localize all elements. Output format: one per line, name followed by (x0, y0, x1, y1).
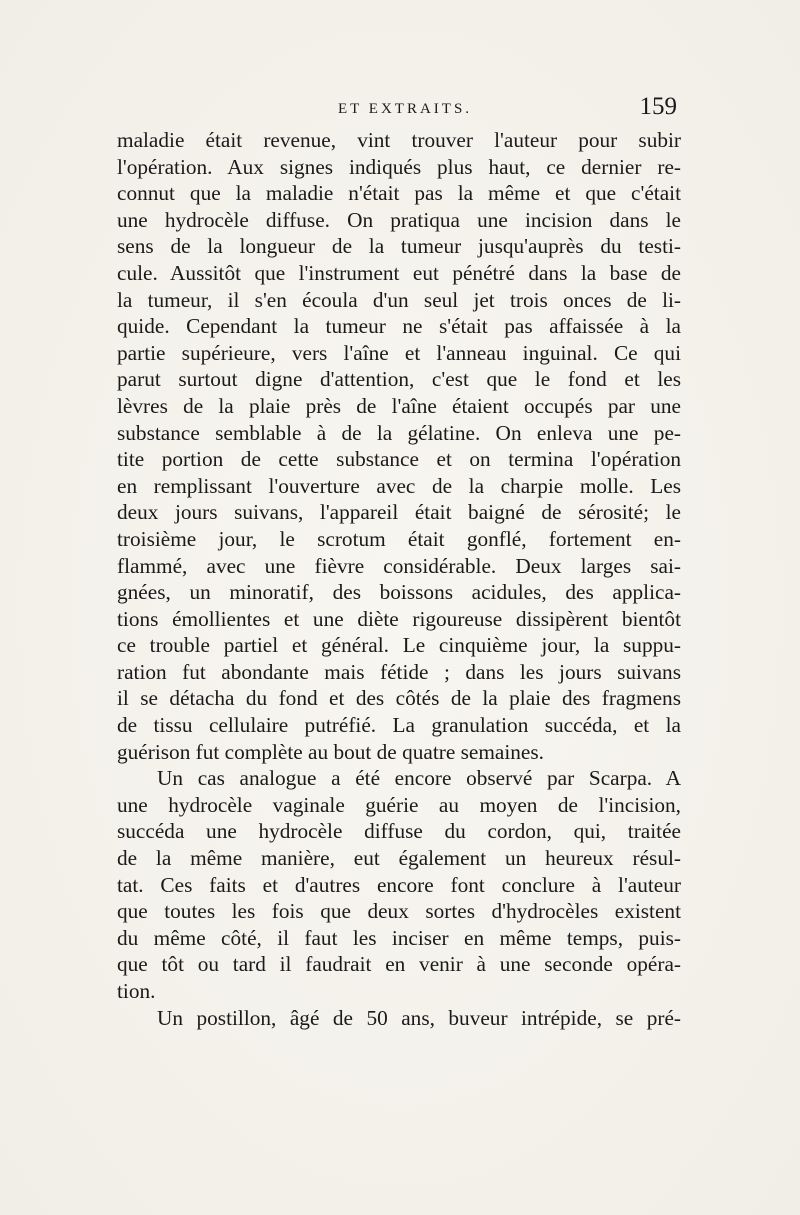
text-line: parut surtout digne d'attention, c'est que le fond et les (117, 367, 681, 392)
text-line: deux jours suivans, l'appareil était baigné de sérosité; le (117, 500, 681, 525)
text-line: l'opération. Aux signes indiqués plus haut, ce dernier re- (117, 154, 681, 179)
running-head: ET EXTRAITS. (338, 101, 473, 117)
text-line: gnées, un minoratif, des boissons acidules, des applica- (117, 580, 681, 605)
text-line: tite portion de cette substance et on termina l'opération (117, 447, 681, 472)
text-line: ce trouble partiel et général. Le cinquième jour, la suppu- (117, 633, 681, 658)
text-line: maladie était revenue, vint trouver l'auteur pour subir (117, 128, 681, 152)
text-line: sens de la longueur de la tumeur jusqu'auprès du testi- (117, 234, 681, 259)
text-line: tion. (117, 979, 156, 1003)
text-line: flammé, avec une fièvre considérable. Deux larges sai- (117, 553, 681, 578)
text-line: que tôt ou tard il faudrait en venir à une seconde opéra- (117, 952, 681, 977)
page-header (120, 95, 680, 127)
text-line: Un postillon, âgé de 50 ans, buveur intrépide, se pré- (157, 1005, 681, 1030)
text-line: quide. Cependant la tumeur ne s'était pas affaissée à la (117, 314, 681, 339)
text-line: tions émollientes et une diète rigoureuse dissipèrent bientôt (117, 606, 681, 631)
text-line: la tumeur, il s'en écoula d'un seul jet trois onces de li- (117, 287, 681, 312)
body-text (117, 127, 681, 1031)
text-line: partie supérieure, vers l'aîne et l'anneau inguinal. Ce qui (117, 340, 681, 365)
text-line: lèvres de la plaie près de l'aîne étaient occupés par une (117, 393, 681, 418)
text-line: guérison fut complète au bout de quatre semaines. (117, 739, 544, 764)
text-line: de la même manière, eut également un heureux résul- (117, 846, 681, 871)
text-line: troisième jour, le scrotum était gonflé, fortement en- (117, 526, 681, 551)
text-line: en remplissant l'ouverture avec de la charpie molle. Les (117, 473, 681, 498)
text-line: connut que la maladie n'était pas la même et que c'était (117, 181, 681, 206)
text-line: substance semblable à de la gélatine. On enleva une pe- (117, 420, 681, 445)
text-line: que toutes les fois que deux sortes d'hydrocèles existent (117, 899, 681, 924)
text-line: du même côté, il faut les inciser en même temps, puis- (117, 925, 681, 950)
text-line: succéda une hydrocèle diffuse du cordon, qui, traitée (117, 819, 681, 844)
text-line: de tissu cellulaire putréfié. La granulation succéda, et la (117, 713, 681, 738)
text-line: tat. Ces faits et d'autres encore font conclure à l'auteur (117, 872, 681, 897)
page-number: 159 (639, 93, 677, 120)
text-line: cule. Aussitôt que l'instrument eut pénétré dans la base de (117, 260, 681, 285)
text-line: il se détacha du fond et des côtés de la plaie des fragmens (117, 686, 681, 711)
text-line: une hydrocèle vaginale guérie au moyen de l'incision, (117, 792, 681, 817)
text-line: ration fut abondante mais fétide ; dans les jours suivans (117, 659, 681, 684)
text-line: une hydrocèle diffuse. On pratiqua une incision dans le (117, 207, 681, 232)
text-line: Un cas analogue a été encore observé par Scarpa. A (157, 766, 681, 791)
